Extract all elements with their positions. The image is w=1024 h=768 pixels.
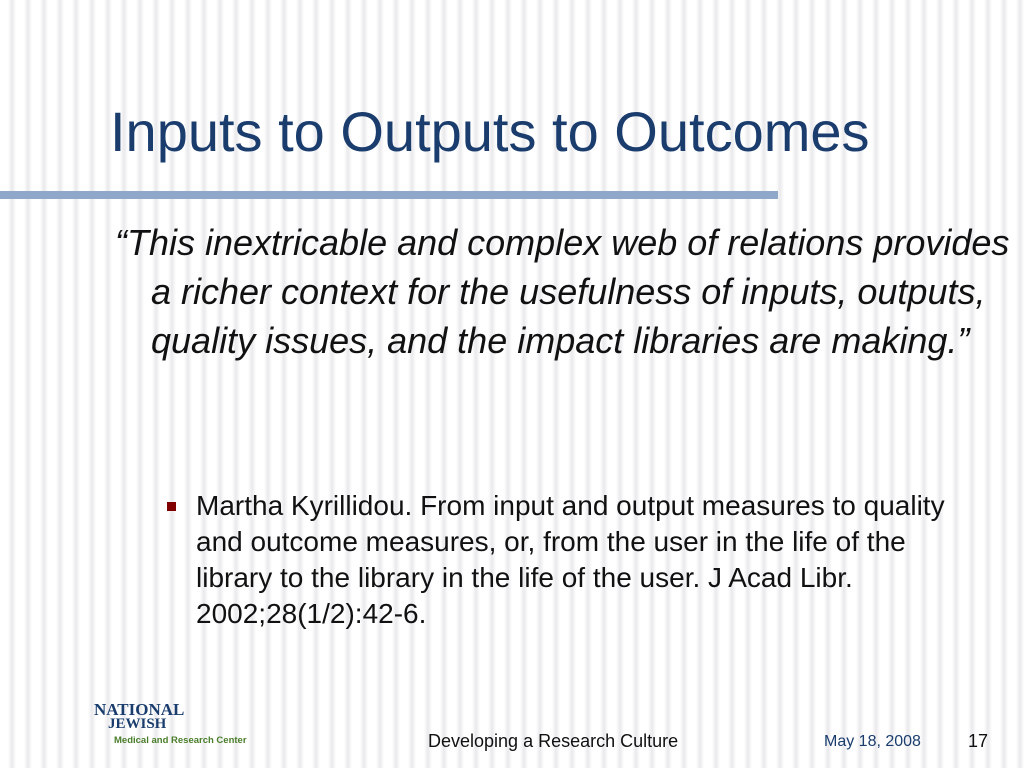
- footer-title: Developing a Research Culture: [428, 731, 679, 751]
- logo-line-center: Medical and Research Center: [114, 735, 247, 746]
- bullet-square-icon: [167, 502, 176, 511]
- footer-date: May 18, 2008: [824, 733, 921, 750]
- logo-line-national: NATIONAL: [94, 700, 185, 719]
- logo-line-jewish: JEWISH: [108, 716, 167, 732]
- title-divider: [0, 191, 778, 199]
- slide-title: Inputs to Outputs to Outcomes: [110, 100, 870, 163]
- citation-text: Martha Kyrillidou. From input and output measures to quality and outcome measures, or, from the user in the life of the library to the library in the life of the user. J Acad Libr. 2002;28(1/2):42-6.: [196, 490, 945, 629]
- page-number: 17: [968, 731, 989, 751]
- quote-text: “This inextricable and complex web of relations provides a richer context for the usefulness of inputs, outputs, quality issues, and the impact libraries are making.”: [115, 222, 1010, 361]
- national-jewish-logo: [90, 698, 250, 748]
